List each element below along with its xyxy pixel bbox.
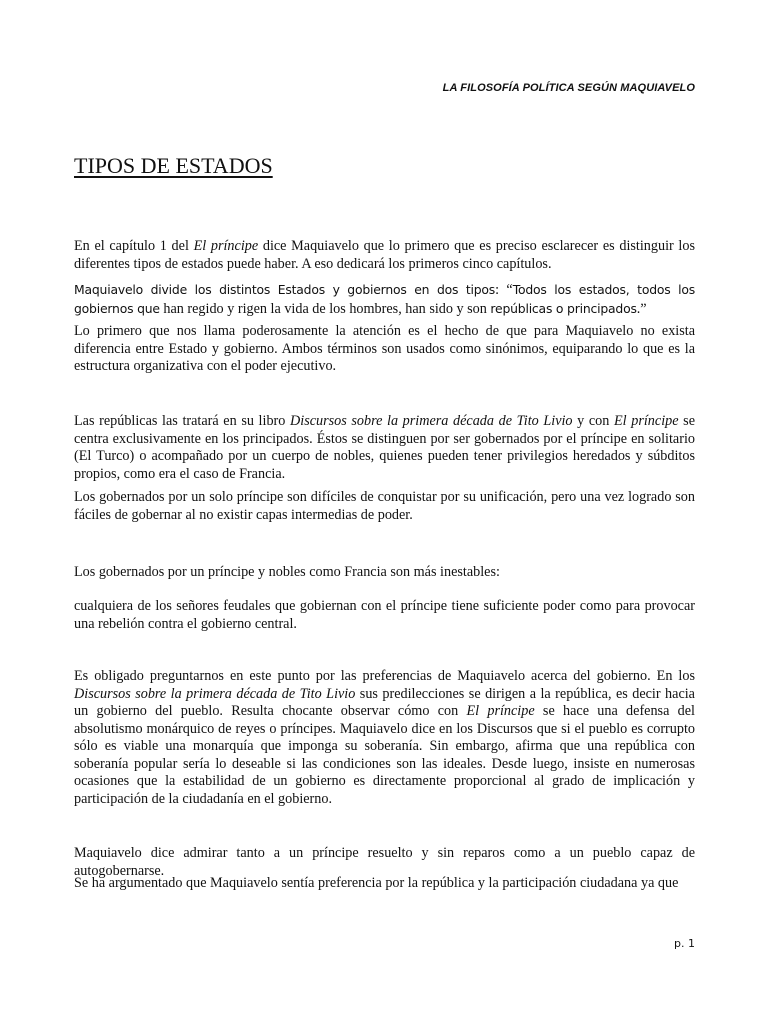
p8-text-e: se hace una defensa del absolutismo monárquico de reyes o príncipes. Maquiavelo dice en los Discursos que si el pueblo es corrupto sólo es viable una monarquía que imponga su soberanía. Sin embargo, afirma que una república con soberanía popular sería lo deseable si las condiciones son las ideales. Desde luego, insiste en numerosas ocasiones que la estabilidad de un gobierno es directamente proporcional al grado de implicación y participación de la ciudadanía en el gobierno. bbox=[74, 703, 695, 807]
paragraph-7: cualquiera de los señores feudales que gobiernan con el príncipe tiene suficiente poder como para provocar una rebelión contra el gobierno central. bbox=[74, 598, 695, 632]
section-title: TIPOS DE ESTADOS bbox=[74, 153, 273, 178]
p4-book-title-2: El príncipe bbox=[614, 413, 679, 429]
p2-text-a: Maquiavelo divide los distintos Estados y gobiernos en dos tipos bbox=[74, 282, 496, 297]
paragraph-4 bbox=[74, 413, 695, 483]
p8-text-a: Es obligado preguntarnos en este punto por las preferencias de Maquiavelo acerca del gobierno. En los bbox=[74, 668, 695, 684]
p4-text-a: Las repúblicas las tratará en su libro bbox=[74, 413, 290, 429]
p8-book-title-2: El príncipe bbox=[466, 703, 535, 719]
paragraph-6: Los gobernados por un príncipe y nobles como Francia son más inestables: bbox=[74, 564, 500, 580]
paragraph-1 bbox=[74, 238, 695, 273]
p2-text-d: han regido y rigen la vida de los hombres, han sido y son bbox=[159, 300, 491, 317]
paragraph-2 bbox=[74, 281, 695, 318]
p1-book-title: El príncipe bbox=[193, 238, 259, 254]
p8-book-title-1: Discursos sobre la primera década de Tito Livio bbox=[74, 685, 356, 702]
p2-text-f: .” bbox=[636, 300, 647, 317]
page-number: p. 1 bbox=[674, 937, 695, 950]
p4-book-title-1: Discursos sobre la primera década de Tito Livio bbox=[290, 413, 573, 429]
paragraph-10: Se ha argumentado que Maquiavelo sentía preferencia por la república y la participación ciudadana ya que bbox=[74, 875, 679, 891]
p2-text-c: Todos los estados, todos los gobiernos que bbox=[74, 282, 695, 316]
paragraph-9: Maquiavelo dice admirar tanto a un príncipe resuelto y sin reparos como a un pueblo capaz de autogobernarse. bbox=[74, 845, 695, 879]
paragraph-5: Los gobernados por un solo príncipe son difíciles de conquistar por su unificación, pero una vez logrado son fáciles de gobernar al no existir capas intermedias de poder. bbox=[74, 489, 695, 523]
p2-text-b: : “ bbox=[495, 282, 513, 298]
p4-text-c: y con bbox=[572, 413, 615, 429]
running-header: LA FILOSOFÍA POLÍTICA SEGÚN MAQUIAVELO bbox=[442, 82, 695, 94]
paragraph-3: Lo primero que nos llama poderosamente la atención es el hecho de que para Maquiavelo no exista diferencia entre Estado y gobierno. Ambos términos son usados como sinónimos, equiparando lo que es la estructura organizativa con el poder ejecutivo. bbox=[74, 323, 695, 374]
p1-text-a: En el capítulo 1 del bbox=[74, 238, 194, 254]
p4-text-e: se centra exclusivamente en los principados. Éstos se distinguen por ser gobernados por el príncipe en solitario (El Turco) o acompañado por un cuerpo de nobles, quienes pueden tener privilegios heredados y súbditos propios, como era el caso de Francia. bbox=[74, 413, 695, 482]
p1-text-c: dice Maquiavelo que lo primero que es preciso esclarecer es distinguir los diferentes tipos de estados puede haber. A eso dedicará los primeros cinco capítulos. bbox=[74, 238, 695, 272]
paragraph-8 bbox=[74, 668, 695, 808]
p8-text-c: sus predilecciones se dirigen a la república, es decir hacia un gobierno del pueblo. Resulta chocante observar cómo con bbox=[74, 685, 695, 719]
p2-text-e: repúblicas o principados bbox=[490, 300, 637, 316]
